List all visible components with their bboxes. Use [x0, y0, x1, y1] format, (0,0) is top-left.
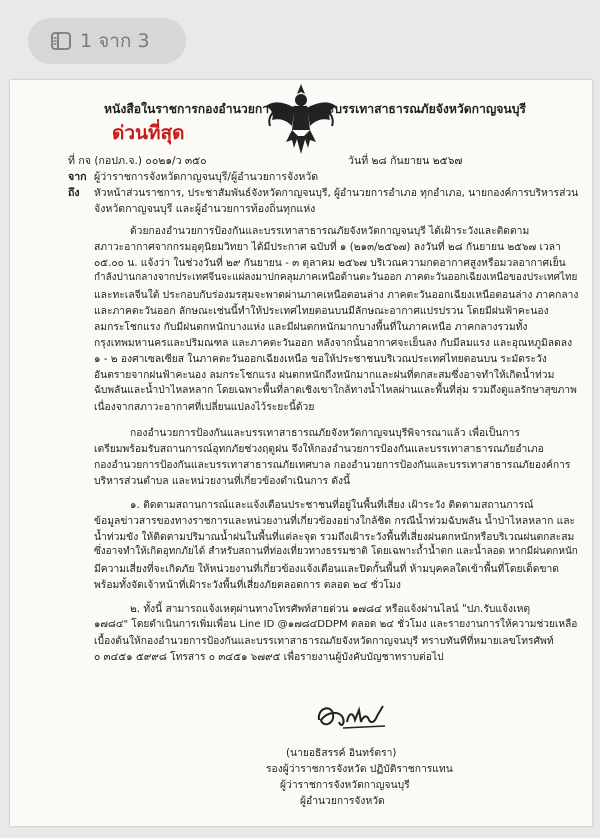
handwritten-signature-icon [313, 698, 391, 736]
to-label: ถึง [68, 187, 80, 199]
paragraph-line: ฉับพลันและน้ำป่าไหลหลาก โดยเฉพาะพื้นที่ลาดเชิงเขาใกล้ทางน้ำไหลผ่านและพื้นที่ลุ่ม รวมถึงดูแลรักษาสุขภาพ [94, 385, 577, 396]
document-date: วันที่ ๒๘ กันยายน ๒๕๖๗ [348, 155, 463, 167]
paragraph-line: ๑ - ๒ องศาเซลเซียส ในภาคตะวันออกเฉียงเหนือ ขอให้ประชาชนบริเวณประเทศไทยตอนบน ระมัดระวัง [94, 353, 547, 365]
document-title: หนังสือในราชการกองอำนวยการป้องกันและบรรเทาสาธารณภัยจังหวัดกาญจนบุรี [104, 102, 526, 116]
paragraph-line: กองอำนวยการป้องกันและบรรเทาสาธารณภัยเทศบาล กองอำนวยการป้องกันและบรรเทาสาธารณภัยองค์การ [94, 459, 571, 471]
signatory-title: รองผู้ว่าราชการจังหวัด ปฏิบัติราชการแทน [266, 763, 453, 775]
list-item-line: น้ำท่วมขัง ให้ติดตามปริมาณน้ำฝนในพื้นที่แต่ละจุด รวมถึงเฝ้าระวังพื้นที่เสี่ยงฝนตกหนักหรือบริเวณฝนตกสะสม [94, 531, 575, 543]
paragraph-line: กำลังปานกลางจากประเทศจีนจะแผ่ลงมาปกคลุมภาคเหนือด้านตะวันออก ภาคตะวันออกเฉียงเหนือของประเทศไทย [94, 272, 578, 283]
paragraph-line: เตรียมพร้อมรับสถานการณ์อุทกภัยช่วงฤดูฝน จึงให้กองอำนวยการป้องกันและบรรเทาสาธารณภัยอำเภอ [94, 443, 544, 455]
list-item-line: ๐ ๓๔๕๑ ๕๙๙๘ โทรสาร ๐ ๓๔๕๑ ๖๗๙๕ เพื่อรายงานผู้บังคับบัญชาทราบต่อไป [94, 651, 444, 663]
urgency-label: ด่วนที่สุด [112, 122, 185, 144]
paragraph-line: และภาคตะวันออก ลักษณะเช่นนี้ทำให้ประเทศไทยตอนบนมีลักษณะอากาศแปรปรวน โดยมีฝนฟ้าคะนอง [94, 305, 549, 317]
paragraph-line: ด้วยกองอำนวยการป้องกันและบรรเทาสาธารณภัยจังหวัดกาญจนบุรี ได้เฝ้าระวังและติดตาม [130, 225, 530, 237]
paragraph-line: กรุงเทพมหานครและปริมณฑล และภาคตะวันออก หลังจากนั้นอากาศจะเย็นลง กับมีลมแรง และอุณหภูมิลดลง [94, 337, 573, 349]
signatory-name: (นายอธิสรรค์ อินทร์ตรา) [286, 747, 397, 759]
list-item-line: เบื้องต้นให้กองอำนวยการป้องกันและบรรเทาสาธารณภัยจังหวัดกาญจนบุรี ทราบทันทีที่หมายเลขโทรศัพท์ [94, 635, 554, 647]
paragraph-line: สภาวะอากาศจากกรมอุตุนิยมวิทยา ได้มีประกาศ ฉบับที่ ๑ (๒๑๓/๒๕๖๗) ลงวันที่ ๒๘ กันยายน ๒๕๖๗ เวลา [94, 241, 561, 253]
document-pages-icon [50, 30, 72, 52]
from-label: จาก [68, 171, 87, 183]
page-indicator-label: 1 จาก 3 [80, 30, 150, 52]
paragraph-line: และทะเลจีนใต้ ประกอบกับร่องมรสุมจะพาดผ่านภาคเหนือตอนล่าง ภาคตะวันออกเฉียงเหนือตอนล่าง ภาคกลาง [94, 289, 579, 301]
paragraph-line: ๐๕.๐๐ น. แจ้งว่า ในช่วงวันที่ ๒๙ กันยายน - ๓ ตุลาคม ๒๕๖๗ บริเวณความกดอากาศสูงหรือมวลอากาศเย็น [94, 257, 566, 269]
document-page [10, 80, 592, 826]
list-item-line: ซึ่งอาจทำให้เกิดอุทกภัยได้ สำหรับสถานที่ท่องเที่ยวทางธรรมชาติ โดยเฉพาะถ้ำน้ำตก และน้ำลอด หากมีฝนตกหนัก [94, 546, 578, 557]
paragraph-line: บริหารส่วนตำบล และหน่วยงานที่เกี่ยวข้องดำเนินการ ดังนี้ [94, 475, 351, 487]
list-item-line: มีความเสี่ยงที่จะเกิดภัย ให้หน่วยงานที่เกี่ยวข้องแจ้งเตือนและปิดกั้นพื้นที่ ห้ามบุคคลใดเข้าพื้นที่โดยเด็ดขาด [94, 563, 559, 575]
page-indicator[interactable] [28, 18, 186, 64]
list-item-line: ๑. ติดตามสถานการณ์และแจ้งเตือนประชาชนที่อยู่ในพื้นที่เสี่ยง เฝ้าระวัง ติดตามสถานการณ์ [130, 499, 534, 511]
list-item-line: ๒. ทั้งนี้ สามารถแจ้งเหตุผ่านทางโทรศัพท์สายด่วน ๑๗๘๔ หรือแจ้งผ่านไลน์ "ปภ.รับแจ้งเหตุ [130, 603, 531, 615]
paragraph-line: เนื่องจากสภาวะอากาศที่เปลี่ยนแปลงไว้ระยะนี้ด้วย [94, 401, 315, 413]
reference-number: ที่ กจ (กอปภ.จ.) ๐๐๒๑/ว ๓๕๐ [68, 155, 207, 167]
paragraph-line: ลมกระโชกแรง กับมีฝนตกหนักบางแห่ง และมีฝนตกหนักมากบางพื้นที่ในภาคเหนือ ภาคกลางรวมทั้ง [94, 321, 528, 333]
list-item-line: ข้อมูลข่าวสารของทางราชการและหน่วยงานที่เกี่ยวข้องอย่างใกล้ชิด กรณีน้ำท่วมฉับพลัน น้ำป่าไหลหลาก และ [94, 515, 576, 527]
signatory-title: ผู้ว่าราชการจังหวัดกาญจนบุรี [280, 779, 410, 791]
to-line: จังหวัดกาญจนบุรี และผู้อำนวยการท้องถิ่นทุกแห่ง [94, 203, 316, 215]
garuda-emblem-icon [262, 80, 340, 160]
list-item-line: ๑๗๘๔" โดยดำเนินการเพิ่มเพื่อน Line ID @๑๗๘๔DDPM ตลอด ๒๔ ชั่วโมง และรายงานการให้ความช่วยเหลือ [94, 619, 578, 630]
from-value: ผู้ว่าราชการจังหวัดกาญจนบุรี/ผู้อำนวยการจังหวัด [94, 171, 319, 183]
signatory-title: ผู้อำนวยการจังหวัด [300, 795, 385, 807]
paragraph-line: กองอำนวยการป้องกันและบรรเทาสาธารณภัยจังหวัดกาญจนบุรีพิจารณาแล้ว เพื่อเป็นการ [130, 427, 520, 439]
to-line: หัวหน้าส่วนราชการ, ประชาสัมพันธ์จังหวัดกาญจนบุรี, ผู้อำนวยการอำเภอ ทุกอำเภอ, นายกองค์การบริหารส่วน [94, 187, 579, 199]
list-item-line: พร้อมทั้งจัดเจ้าหน้าที่เฝ้าระวังพื้นที่เสี่ยงภัยตลอดการ ตลอด ๒๔ ชั่วโมง [94, 579, 401, 591]
paragraph-line: อันตรายจากฝนฟ้าคะนอง ลมกระโชกแรง ฝนตกหนักถึงหนักมากและฝนที่ตกสะสมซึ่งอาจทำให้เกิดน้ำท่วม [94, 369, 555, 381]
